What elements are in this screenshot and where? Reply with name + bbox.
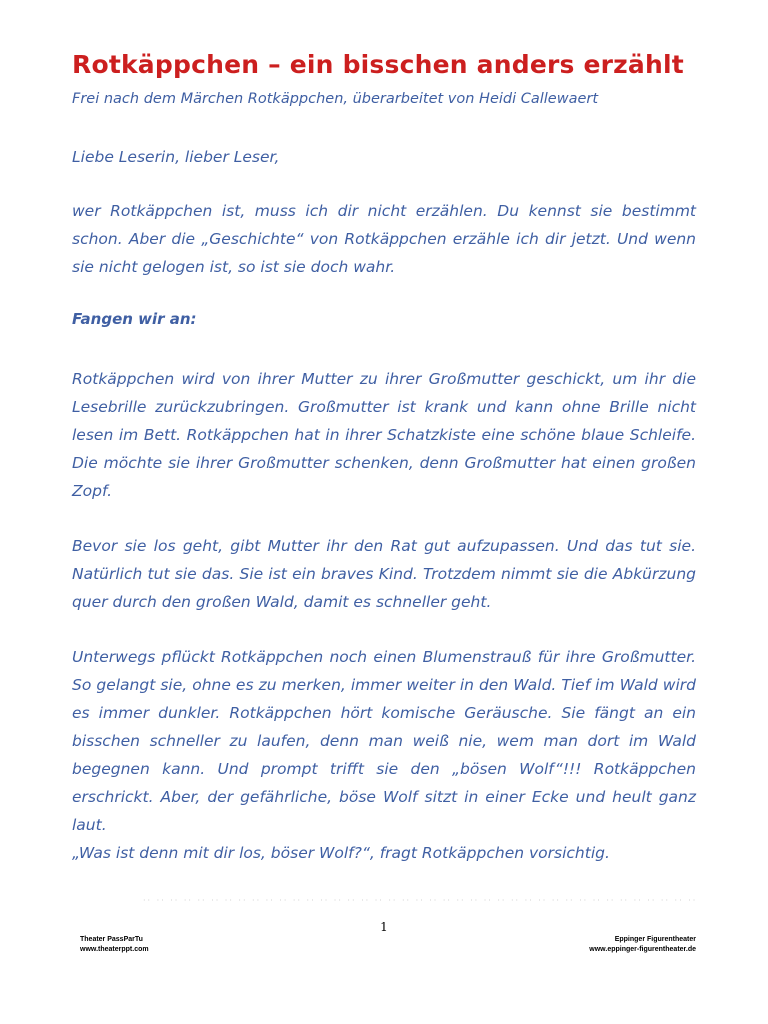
- footer-left-url[interactable]: www.theaterppt.com: [80, 946, 149, 953]
- footer-left-name: Theater PassParTu: [80, 936, 143, 943]
- story-paragraph-2: Bevor sie los geht, gibt Mutter ihr den Rat gut aufzupassen. Und das tut sie. Natürlich tut sie das. Sie ist ein braves Kind. Trotzdem nimmt sie die Abkürzung quer durch den großen Wald, damit es schneller geht.: [72, 537, 696, 611]
- story-paragraph-1: Rotkäppchen wird von ihrer Mutter zu ihrer Großmutter geschickt, um ihr die Lesebrille zurückzubringen. Großmutter ist krank und kann ohne Brille nicht lesen im Bett. Rotkäppchen hat in ihrer Schatzkiste eine schöne blaue Schleife. Die möchte sie ihrer Großmutter schenken, denn Großmutter hat einen großen Zopf.: [72, 370, 696, 500]
- footer-right-name: Eppinger Figurentheater: [614, 936, 696, 943]
- greeting: Liebe Leserin, lieber Leser,: [72, 148, 280, 166]
- intro-paragraph: wer Rotkäppchen ist, muss ich dir nicht erzählen. Du kennst sie bestimmt schon. Aber die „Geschichte“ von Rotkäppchen erzähle ich dir jetzt. Und wenn sie nicht gelogen ist, so ist sie doch wahr.: [72, 202, 696, 276]
- footer-right: [589, 935, 696, 955]
- section-heading: Fangen wir an:: [72, 310, 197, 328]
- page-number: 1: [380, 920, 388, 934]
- document-subtitle: Frei nach dem Märchen Rotkäppchen, überarbeitet von Heidi Callewaert: [72, 91, 599, 107]
- footer-right-url[interactable]: www.eppinger-figurentheater.de: [589, 946, 696, 953]
- document-title: Rotkäppchen – ein bisschen anders erzählt: [72, 50, 684, 79]
- footer-left: [80, 935, 149, 955]
- footer-dotted-divider: ·· ·· ·· ·· ·· ·· ·· ·· ·· ·· ·· ·· ·· ·· ·· ·· ·· ·· ·· ·· ·· ·· ·· ·· ·· ·· ·· ·· ·· ·· ·· ·· ·· ·· ·· ·· ·· ·· ·· ·· ··: [143, 896, 698, 905]
- story-paragraph-3: Unterwegs pflückt Rotkäppchen noch einen Blumenstrauß für ihre Großmutter. So gelangt sie, ohne es zu merken, immer weiter in den Wald. Tief im Wald wird es immer dunkler. Rotkäppchen hört komische Geräusche. Sie fängt an ein bisschen schneller zu laufen, denn man weiß nie, wem man dort im Wald begegnen kann. Und prompt trifft sie den „bösen Wolf“!!! Rotkäppchen erschrickt. Aber, der gefährliche, böse Wolf sitzt in einer Ecke und heult ganz laut.: [72, 648, 696, 834]
- story-quote-line: „Was ist denn mit dir los, böser Wolf?“, fragt Rotkäppchen vorsichtig.: [72, 844, 610, 862]
